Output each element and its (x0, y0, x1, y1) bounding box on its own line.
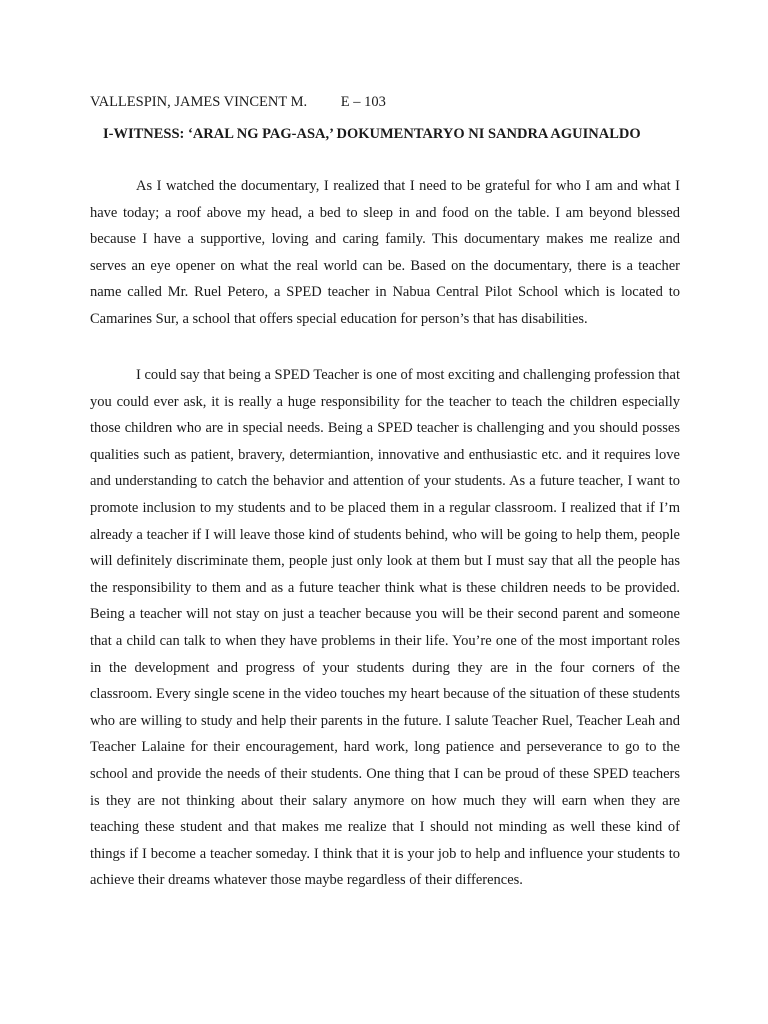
paragraph-1: As I watched the documentary, I realized that I need to be grateful for who I am and what I have today; a roof above my head, a bed to sleep in and food on the table. I am beyond blessed because I have a supportive, loving and caring family. This documentary makes me realize and serves an eye opener on what the real world can be. Based on the documentary, there is a teacher name called Mr. Ruel Petero, a SPED teacher in Nabua Central Pilot School which is located to Camarines Sur, a school that offers special education for person’s that has disabilities. (90, 178, 680, 327)
document-title: I-WITNESS: ‘ARAL NG PAG-ASA,’ DOKUMENTARYO NI SANDRA AGUINALDO (103, 126, 641, 142)
paragraph-2: I could say that being a SPED Teacher is one of most exciting and challenging profession that you could ever ask, it is really a huge responsibility for the teacher to teach the children especially those children who are in special needs. Being a SPED teacher is challenging and you should posses qualities such as patient, bravery, determiantion, innovative and enthusiastic etc. and it requires love and understanding to catch the behavior and attention of your students. As a future teacher, I want to promote inclusion to my students and to be placed them in a regular classroom. I realized that if I’m already a teacher if I will leave those kind of students behind, who will be going to help them, people will definitely discriminate them, people just only look at them but I must say that all the people has the responsibility to them and as a future teacher think what is these children needs to be provided. Being a teacher will not stay on just a teacher because you will be their second parent and someone that a child can talk to when they have problems in their life. You’re one of the most important roles in the development and progress of your students during they are in the four corners of the classroom. Every single scene in the video touches my heart because of the situation of these students who are willing to study and help their parents in the future. I salute Teacher Ruel, Teacher Leah and Teacher Lalaine for their encouragement, hard work, long patience and perseverance to go to the school and provide the needs of their students. One thing that I can be proud of these SPED teachers is they are not thinking about their salary anymore on how much they will earn when they are teaching these student and that makes me realize that I should not minding as well these kind of things if I become a teacher someday. I think that it is your job to help and influence your students to achieve their dreams whatever those maybe regardless of their differences. (90, 367, 680, 889)
section-code: E – 103 (340, 94, 386, 110)
student-name: VALLESPIN, JAMES VINCENT M. (90, 94, 308, 110)
header-line (90, 92, 386, 112)
